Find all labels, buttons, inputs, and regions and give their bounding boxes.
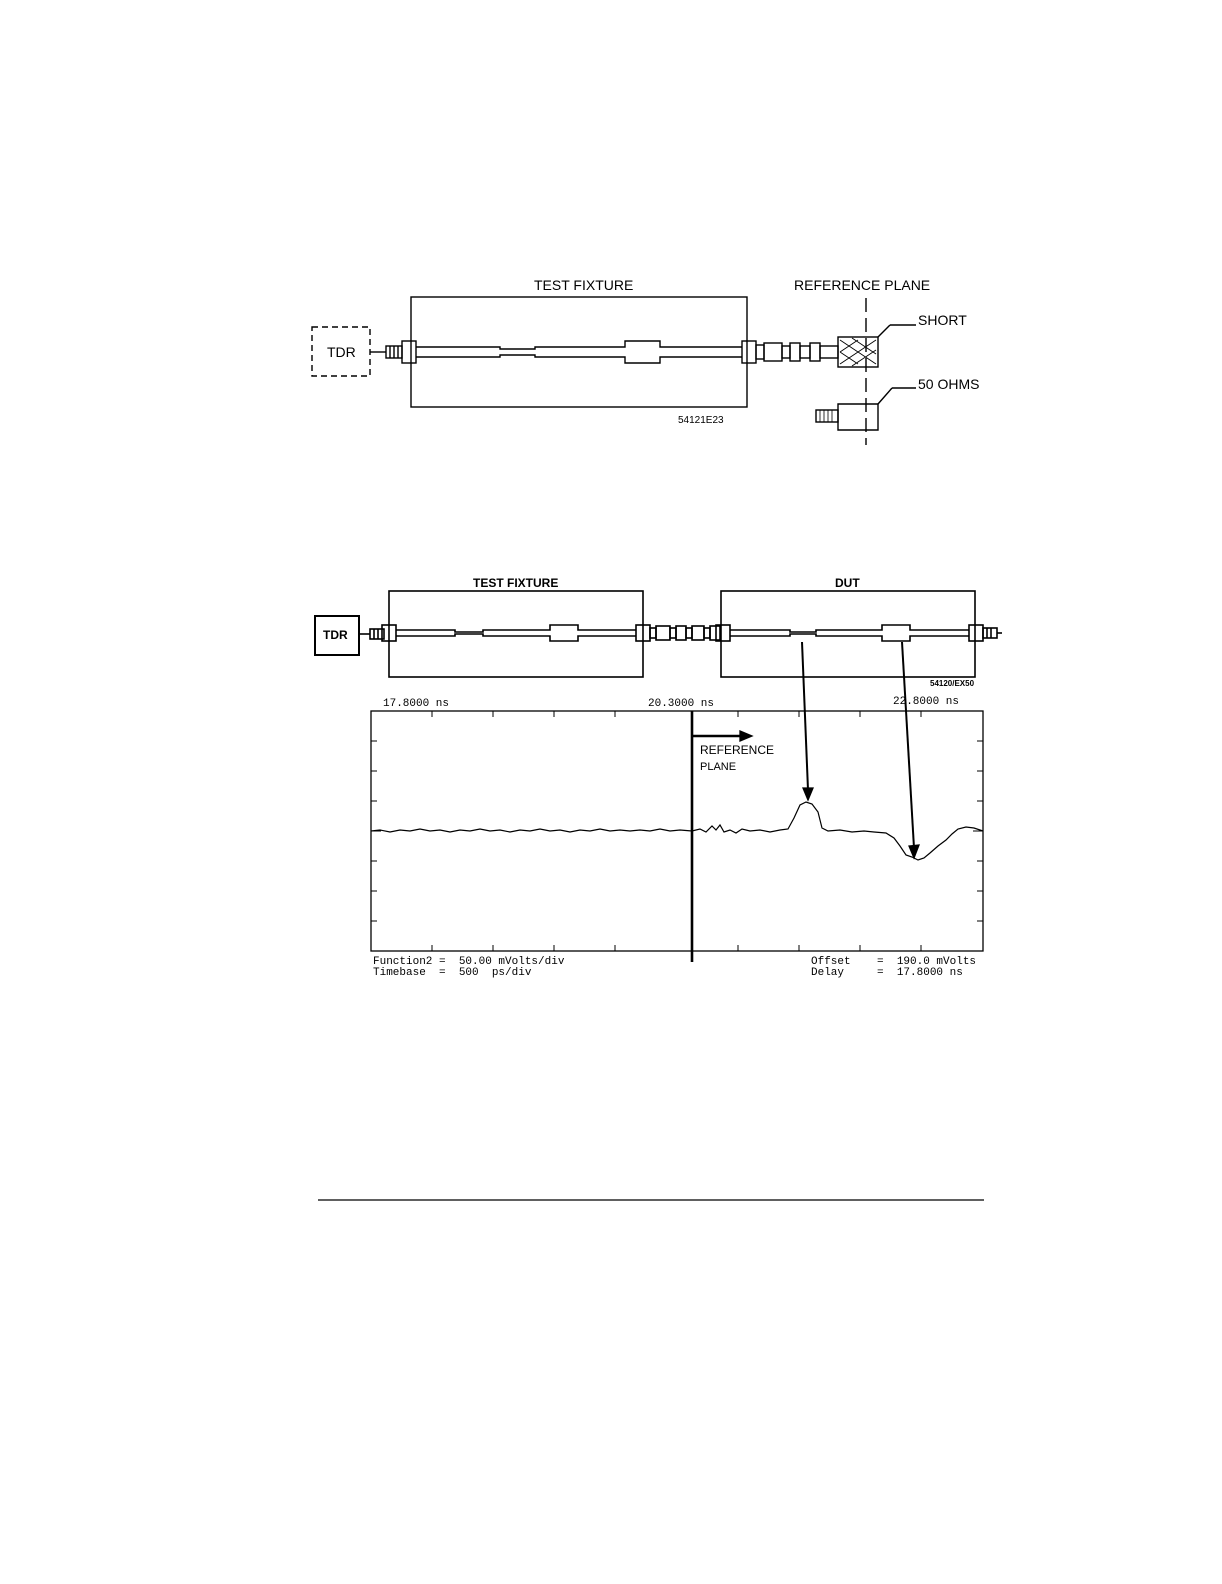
test-fixture-box [411,297,747,407]
time-left-label: 17.8000 ns [383,698,450,710]
tdr-label-1: TDR [327,344,356,360]
dut-label: DUT [835,576,860,590]
arrow-to-peak [802,642,808,790]
scope-graticule [371,711,983,951]
function-readout: Function2 = 50.00 mVolts/div [373,956,565,968]
fifty-ohm-load [838,404,878,430]
scope-display [371,642,983,962]
fifty-ohms-label: 50 OHMS [918,376,980,392]
figure-1 [312,297,916,445]
figure-1-labels [327,277,979,426]
ref-plane-label-line2: PLANE [700,761,737,773]
tdr-waveform [371,802,983,860]
short-label: SHORT [918,312,967,328]
tdr-label-2: TDR [323,628,348,642]
figure-code-2: 54120/EX50 [930,679,975,688]
figure-code-1: 54121E23 [678,415,724,426]
scope-labels [373,696,976,979]
figure-2-labels [323,576,975,688]
arrow-to-dip [902,642,914,848]
dut-box [721,591,975,677]
test-fixture-label-1: TEST FIXTURE [534,277,634,293]
delay-readout: Delay = 17.8000 ns [811,967,963,979]
timebase-readout: Timebase = 500 ps/div [373,967,532,979]
test-fixture-box-2 [389,591,643,677]
time-mid-label: 20.3000 ns [648,698,715,710]
reference-plane-label: REFERENCE PLANE [794,277,931,293]
figure-2 [315,591,1002,677]
test-fixture-label-2: TEST FIXTURE [473,576,559,590]
ref-plane-label-line1: REFERENCE [700,743,775,757]
reference-arrow-head [740,731,752,741]
offset-readout: Offset = 190.0 mVolts [811,956,977,968]
time-right-label: 22.8000 ns [893,696,960,708]
